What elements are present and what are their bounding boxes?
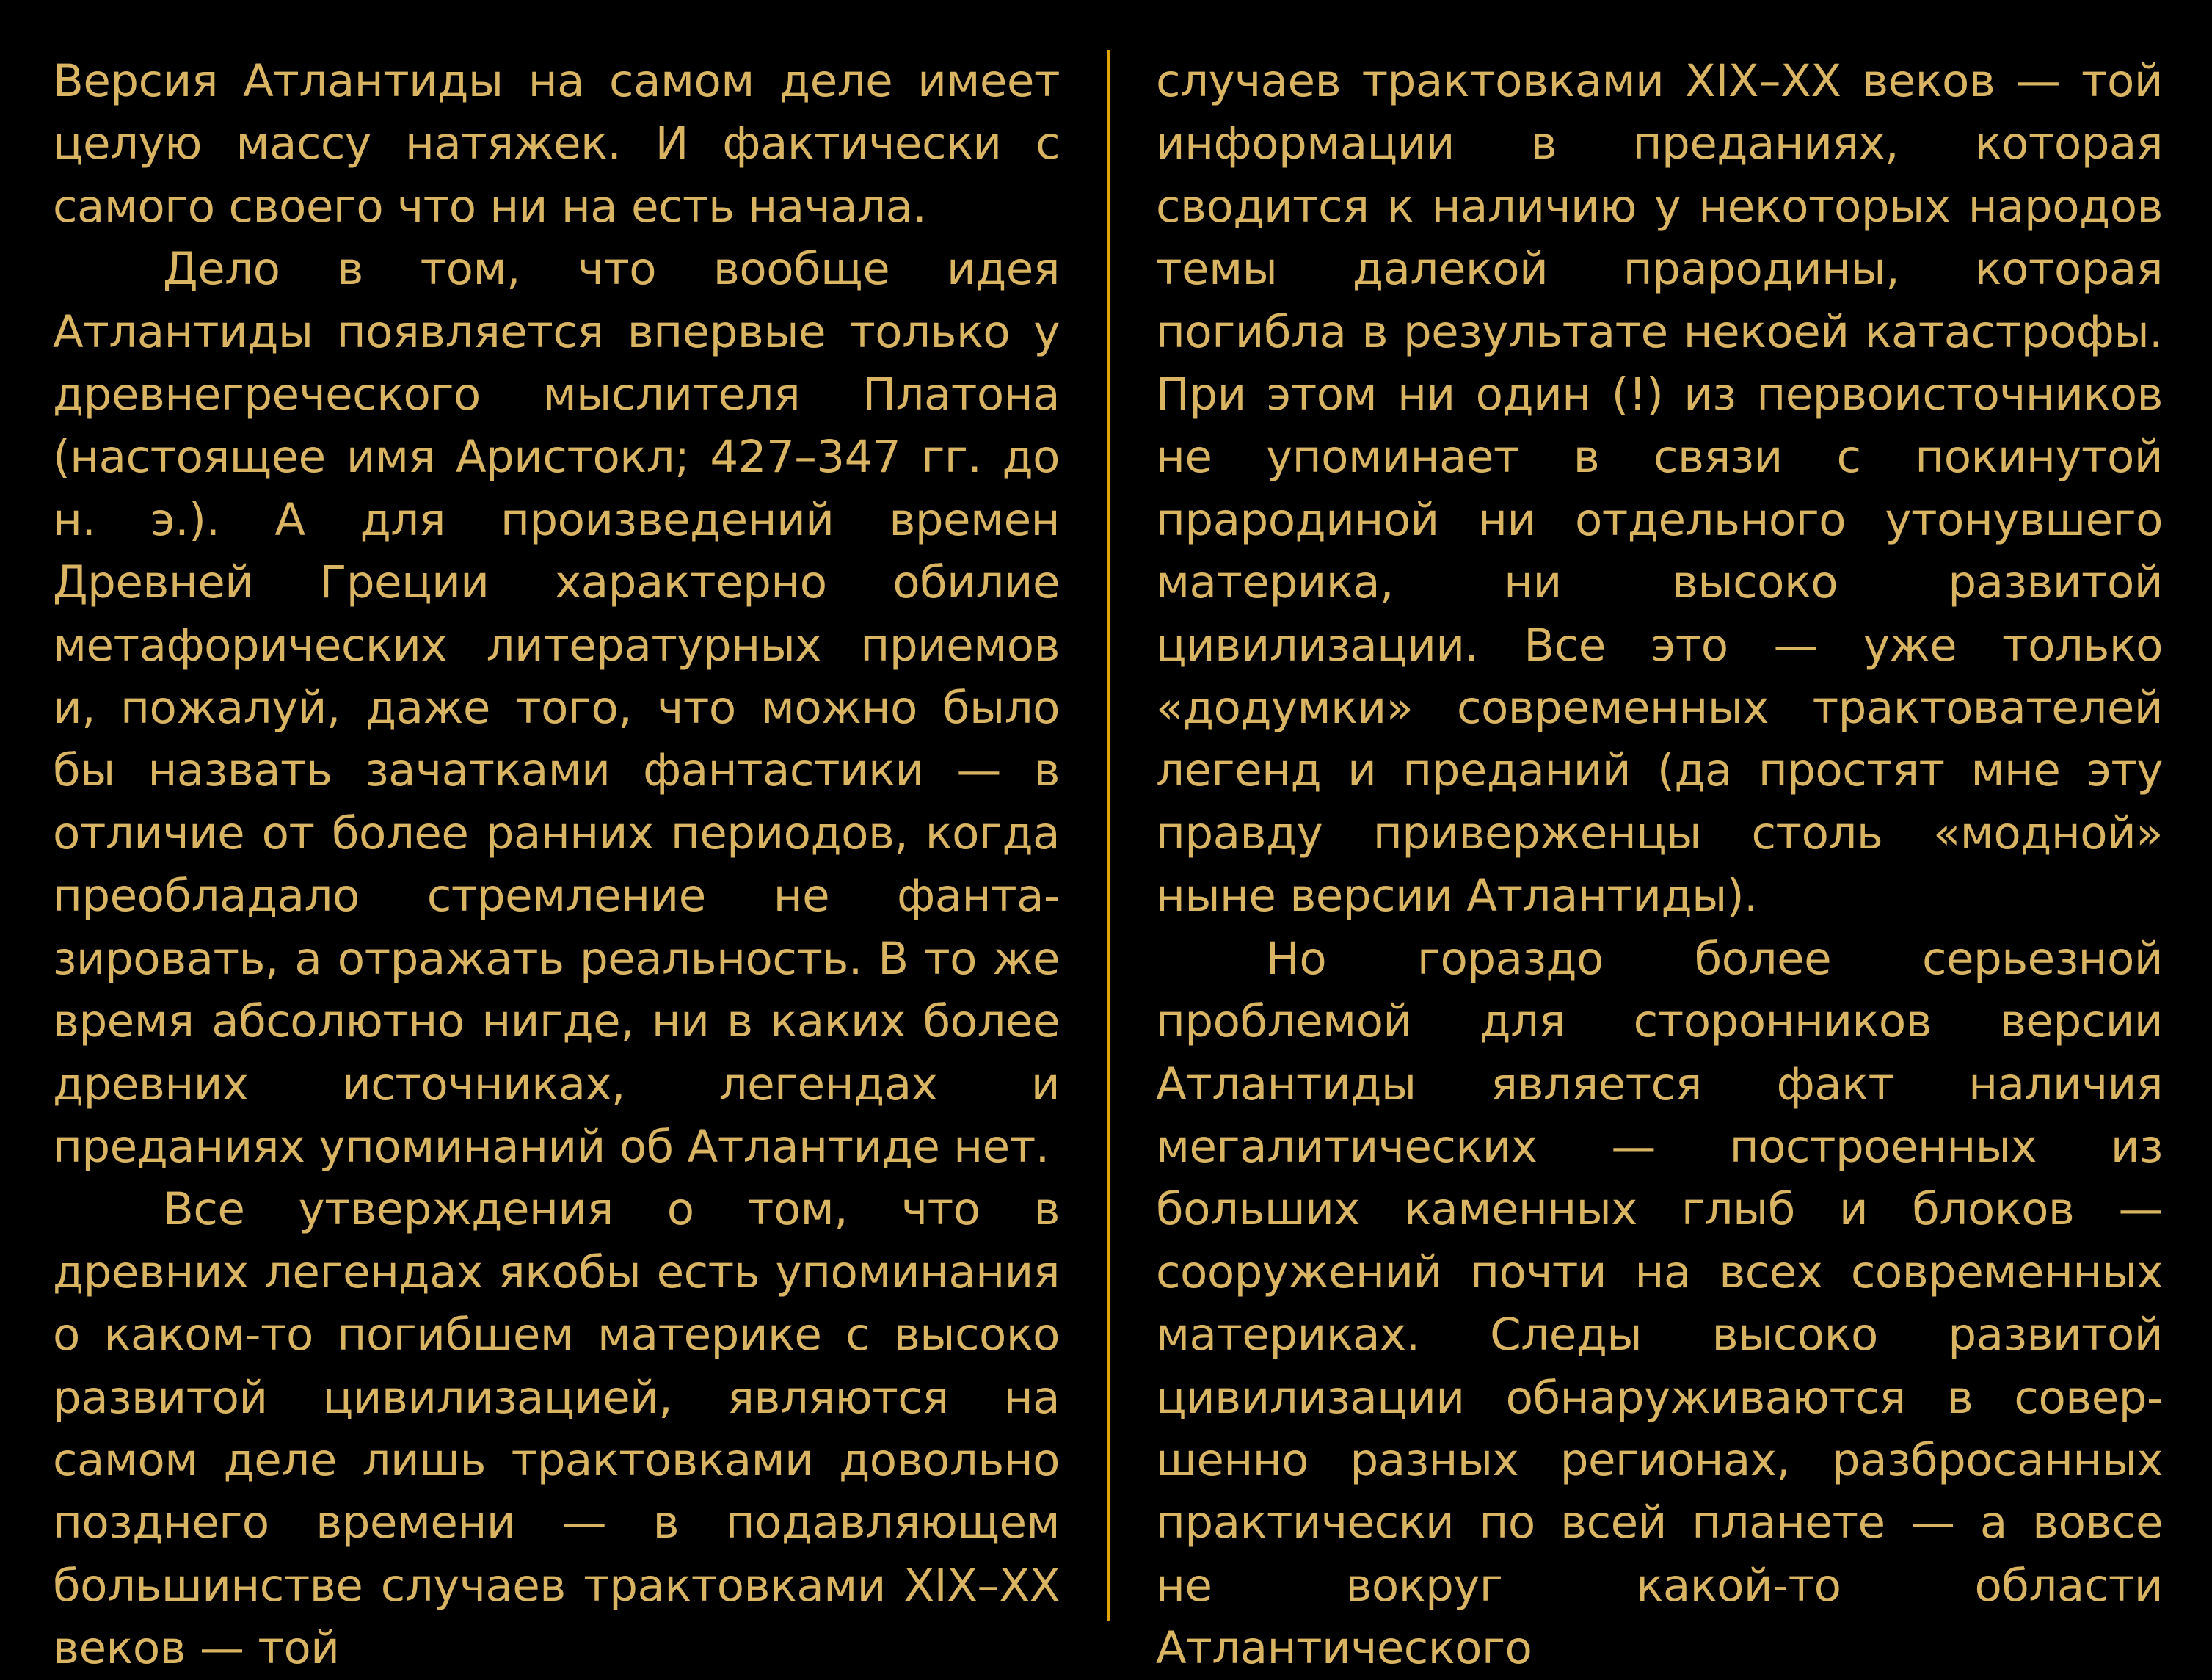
- paragraph: Все утверждения о том, что в древних легендах якобы есть упоминания о каком-то погибшем материке с высоко развитой цивилизацией, являются на самом деле лишь трактовками довольно позднего времени — в подавляющем большинстве случаев трактовками XIX–XX веков — той: [53, 1183, 1060, 1675]
- paragraph: Но гораздо более серьезной проблемой для сторонников версии Атлантиды является факт наличия мегалитических — построенных из больших каменных глыб и блоков — сооружений почти на всех современных материках. Следы высоко развитой цивилизации обнаруживаются в совершенно разных регионах, разбросанных практически по всей планете — а вовсе не вокруг какой-то области Атлантического: [1156, 932, 2163, 1675]
- paragraph: Версия Атлантиды на самом деле имеет целую массу натяжек. И фактически с самого своего что ни на есть начала.: [53, 55, 1060, 233]
- paragraph: Дело в том, что вообще идея Атлантиды появляется впервые только у древнегреческого мыслителя Платона (настоящее имя Аристокл; 427–347 гг. до н. э.). А для произведений времен Древней Греции характерно обилие метафорических литературных приемов и, пожалуй, даже того, что можно было бы назвать зачатками фантастики — в отличие от более ранних периодов, когда преобладало стремление не фантазировать, а отражать реальность. В то же время абсолютно нигде, ни в каких более древних источниках, легендах и преданиях упоминаний об Атлантиде нет.: [53, 243, 1060, 1173]
- right-column: [1156, 50, 2163, 1680]
- paragraph: случаев трактовками XIX–XX веков — той информации в преданиях, которая сводится к наличию у некоторых народов темы далекой прародины, которая погибла в результате некоей катастрофы. При этом ни один (!) из первоисточников не упоминает в связи с покинутой прародиной ни отдельного утонувшего материка, ни высоко развитой цивилизации. Все это — уже только «додумки» современных трактователей легенд и преданий (да простят мне эту правду приверженцы столь «модной» ныне версии Атлантиды).: [1156, 55, 2163, 923]
- column-divider: [1107, 50, 1110, 1621]
- left-column: [53, 50, 1060, 1680]
